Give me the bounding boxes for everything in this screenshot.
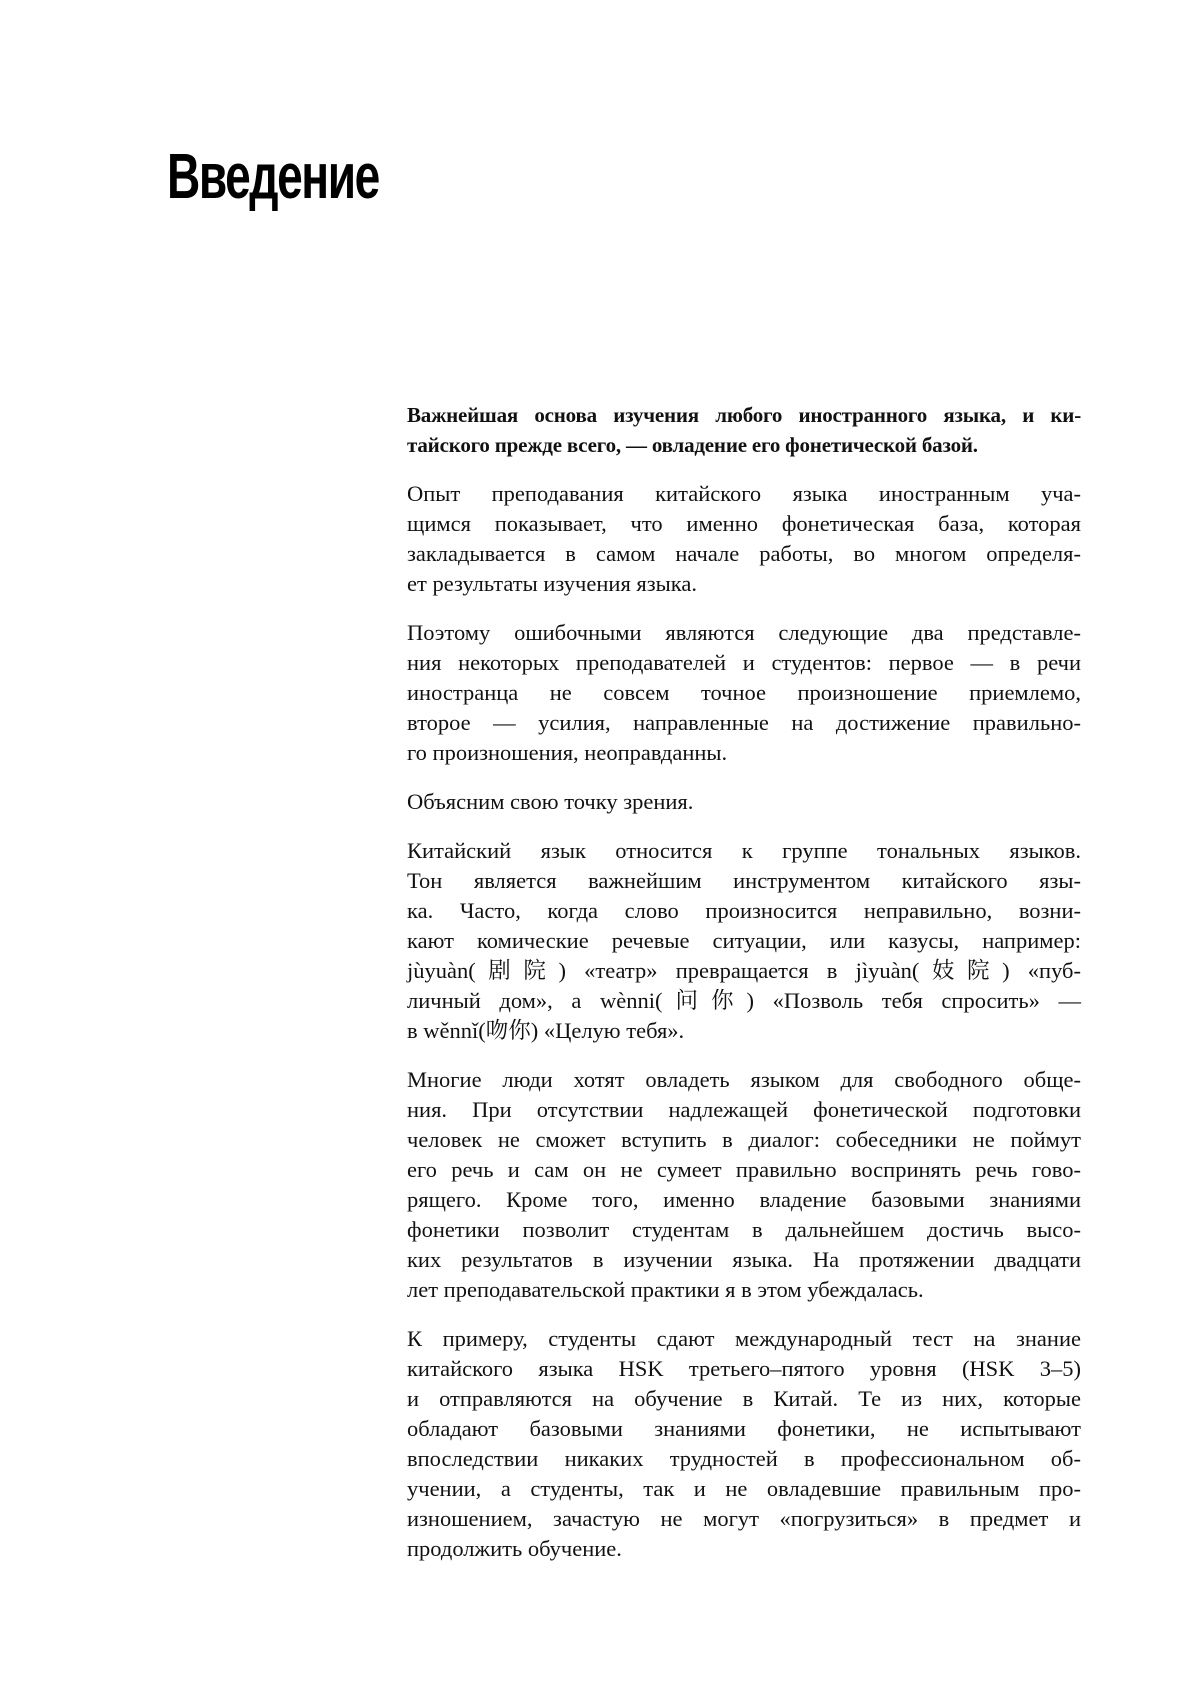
text-line: китайского языка HSK третьего–пятого уровня (HSK 3–5) xyxy=(407,1356,1081,1381)
text-line: ких результатов в изучении языка. На протяжении двадцати xyxy=(407,1247,1081,1272)
text-line: в wěnnǐ(吻你) «Целую тебя». xyxy=(407,1018,685,1043)
text-line: второе — усилия, направленные на достижение правильно- xyxy=(407,710,1081,735)
text-line: Китайский язык относится к группе тональных языков. xyxy=(407,838,1081,863)
text-line: лет преподавательской практики я в этом убеждалась. xyxy=(407,1277,924,1302)
paragraph xyxy=(407,479,1081,599)
text-line: jùyuàn(剧院) «театр» превращается в jìyuàn(妓院) «пуб- xyxy=(407,958,1081,983)
text-line: ния некоторых преподавателей и студентов: первое — в речи xyxy=(407,650,1081,675)
lead-paragraph xyxy=(407,400,1081,460)
text-line: обладают базовыми знаниями фонетики, не испытывают xyxy=(407,1416,1081,1441)
paragraph xyxy=(407,1324,1081,1564)
text-line: Объясним свою точку зрения. xyxy=(407,789,694,814)
chapter-title: Введение xyxy=(167,140,379,212)
text-line: тайского прежде всего, — овладение его фонетической базой. xyxy=(407,433,978,457)
text-line: его речь и сам он не сумеет правильно воспринять речь гово- xyxy=(407,1157,1081,1182)
text-line: К примеру, студенты сдают международный тест на знание xyxy=(407,1326,1081,1351)
paragraph xyxy=(407,787,1081,817)
text-line: человек не сможет вступить в диалог: собеседники не поймут xyxy=(407,1127,1081,1152)
text-line: Многие люди хотят овладеть языком для свободного обще- xyxy=(407,1067,1081,1092)
text-line: кают комические речевые ситуации, или казусы, например: xyxy=(407,928,1081,953)
text-line: го произношения, неоправданны. xyxy=(407,740,728,765)
text-line: изношением, зачастую не могут «погрузиться» в предмет и xyxy=(407,1506,1081,1531)
text-line: Поэтому ошибочными являются следующие два представле- xyxy=(407,620,1081,645)
text-line: ния. При отсутствии надлежащей фонетической подготовки xyxy=(407,1097,1081,1122)
paragraph xyxy=(407,1065,1081,1305)
body-text xyxy=(407,400,1081,1583)
text-line: впоследствии никаких трудностей в профессиональном об- xyxy=(407,1446,1081,1471)
text-line: и отправляются на обучение в Китай. Те из них, которые xyxy=(407,1386,1081,1411)
text-line: щимся показывает, что именно фонетическая база, которая xyxy=(407,511,1081,536)
text-line: продолжить обучение. xyxy=(407,1536,622,1561)
text-line: Опыт преподавания китайского языка иностранным уча- xyxy=(407,481,1081,506)
text-line: Важнейшая основа изучения любого иностранного языка, и ки- xyxy=(407,403,1081,427)
text-line: Тон является важнейшим инструментом китайского язы- xyxy=(407,868,1081,893)
text-line: ка. Часто, когда слово произносится неправильно, возни- xyxy=(407,898,1081,923)
paragraph xyxy=(407,618,1081,768)
text-line: личный дом», а wènni(问你) «Позволь тебя спросить» — xyxy=(407,988,1081,1013)
text-line: закладывается в самом начале работы, во многом определя- xyxy=(407,541,1081,566)
text-line: учении, а студенты, так и не овладевшие правильным про- xyxy=(407,1476,1081,1501)
text-line: ет результаты изучения языка. xyxy=(407,571,697,596)
text-line: фонетики позволит студентам в дальнейшем достичь высо- xyxy=(407,1217,1081,1242)
text-line: рящего. Кроме того, именно владение базовыми знаниями xyxy=(407,1187,1081,1212)
paragraph xyxy=(407,836,1081,1046)
text-line: иностранца не совсем точное произношение приемлемо, xyxy=(407,680,1081,705)
